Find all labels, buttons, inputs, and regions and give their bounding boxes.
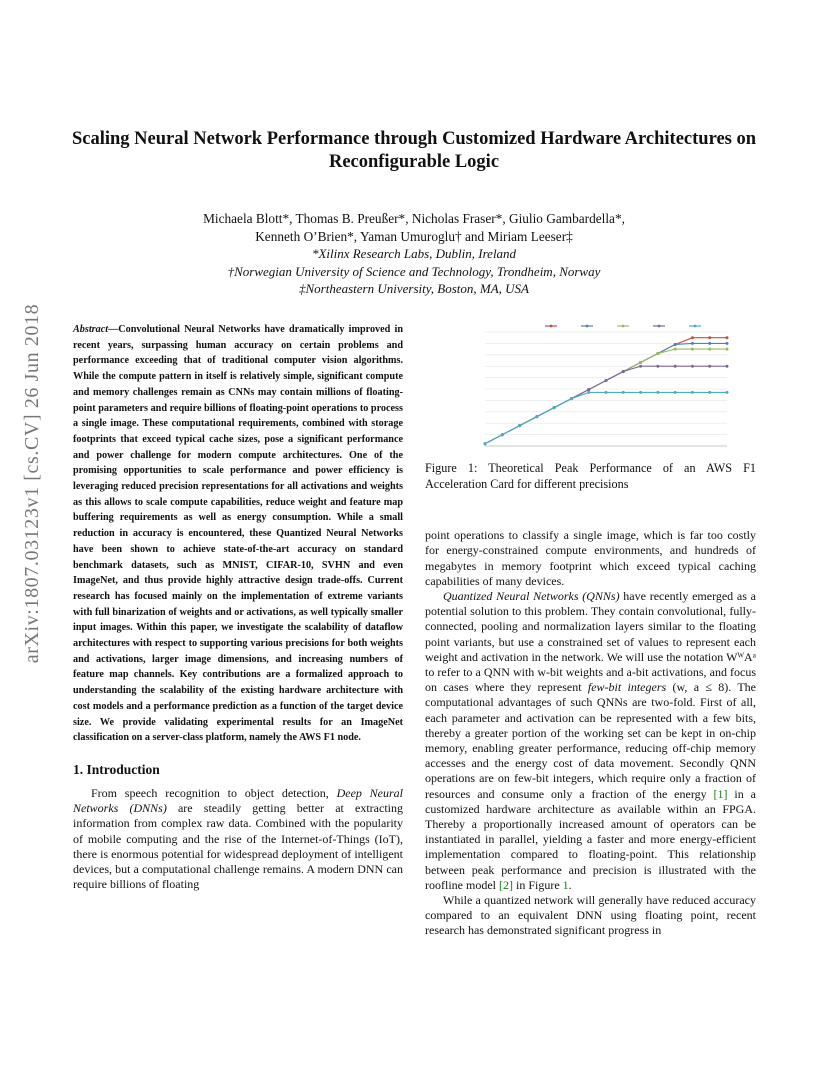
- data-point: [726, 391, 729, 394]
- data-point: [691, 348, 694, 351]
- data-point: [484, 442, 487, 445]
- data-point: [656, 365, 659, 368]
- abstract: [73, 322, 403, 746]
- term-few-bit: few-bit integers: [587, 680, 667, 695]
- intro-text-a: From speech recognition to object detection,: [91, 785, 337, 800]
- data-point: [726, 348, 729, 351]
- data-point: [691, 342, 694, 345]
- data-point: [639, 391, 642, 394]
- data-point: [605, 379, 608, 382]
- right-body-text: [425, 528, 756, 938]
- intro-paragraph: [73, 786, 403, 892]
- data-point: [656, 391, 659, 394]
- legend-marker: [622, 325, 625, 328]
- figure-1: [445, 318, 735, 453]
- legend-marker: [550, 325, 553, 328]
- data-point: [691, 391, 694, 394]
- data-point: [674, 343, 677, 346]
- series-line: [485, 349, 727, 444]
- section-heading-introduction: 1. Introduction: [73, 761, 160, 777]
- legend-marker: [658, 325, 661, 328]
- data-point: [674, 365, 677, 368]
- author-block: [100, 210, 728, 298]
- data-point: [639, 365, 642, 368]
- arxiv-id-text: arXiv:1807.03123v1 [cs.CV] 26 Jun 2018: [21, 303, 44, 664]
- data-point: [674, 391, 677, 394]
- data-point: [605, 391, 608, 394]
- data-point: [726, 336, 729, 339]
- qnn-text-d: in Figure: [512, 877, 563, 892]
- data-point: [726, 342, 729, 345]
- data-point: [553, 406, 556, 409]
- citation-1[interactable]: [1]: [713, 786, 728, 801]
- right-column: [425, 318, 756, 939]
- data-point: [570, 397, 573, 400]
- author-line-1: Michaela Blott*, Thomas B. Preußer*, Nicholas Fraser*, Giulio Gambardella*,: [203, 211, 625, 226]
- term-qnn: Quantized Neural Networks (QNNs): [443, 589, 620, 603]
- data-point: [708, 342, 711, 345]
- data-point: [726, 365, 729, 368]
- data-point: [708, 336, 711, 339]
- data-point: [518, 424, 521, 427]
- data-point: [535, 415, 538, 418]
- legend-marker: [694, 325, 697, 328]
- paragraph-accuracy: While a quantized network will generally have reduced accuracy compared to an equivalent DNN using floating point, recent research has demonstrated significant progress in: [425, 893, 756, 938]
- paper-title: Scaling Neural Network Performance through Customized Hardware Architectures on Reconfigurable Logic: [71, 129, 757, 172]
- data-point: [639, 361, 642, 364]
- intro-term-dnn: Deep Neural Networks (DNNs): [73, 785, 404, 816]
- left-column: [73, 322, 403, 892]
- data-point: [587, 388, 590, 391]
- affiliation-2: †Norwegian University of Science and Technology, Trondheim, Norway: [227, 263, 601, 279]
- legend-marker: [586, 325, 589, 328]
- data-point: [708, 348, 711, 351]
- data-point: [691, 336, 694, 339]
- qnn-text-a: have recently emerged as a potential solution to this problem. They contain convolutional, fully-connected, pooling and normalization layers similar to the floating point variants, but use a constrained set of values to represent each weight and activation in the network. We will use the notation WᵂAᵃ to refer to a QNN with w-bit weights and a-bit activations, and focus on cases where they represent: [425, 589, 756, 695]
- abstract-lead: Abstract: [73, 324, 109, 335]
- figure-ref-1[interactable]: 1: [562, 877, 569, 892]
- data-point: [622, 370, 625, 373]
- paragraph-qnn: [425, 589, 756, 893]
- affiliation-3: ‡Northeastern University, Boston, MA, USA: [298, 281, 529, 296]
- series-line: [485, 338, 727, 444]
- intro-text-b: are steadily getting better at extracting information from complex raw data. Combined with the popularity of mobile computing and the rise of the Internet-of-Things (IoT), there is enormous potential for widespread deployment of intelligent devices, but a computational challenge remains. A modern DNN can require billions of floating: [73, 801, 403, 892]
- figure-caption: Figure 1: Theoretical Peak Performance of an AWS F1 Acceleration Card for different precisions: [425, 461, 756, 491]
- data-point: [691, 365, 694, 368]
- data-point: [708, 391, 711, 394]
- qnn-text-c: in a customized hardware architecture as available within an FPGA. Thereby a proportionally increased amount of operators can be instantiated in parallel, yielding a faster and more energy-efficient implementation compared to floating-point. This relationship between peak performance and precision is illustrated with the roofline model: [425, 786, 756, 892]
- arxiv-identifier: [18, 286, 48, 681]
- affiliation-1: *Xilinx Research Labs, Dublin, Ireland: [311, 246, 517, 261]
- data-point: [708, 365, 711, 368]
- roofline-chart: [445, 318, 735, 453]
- data-point: [656, 352, 659, 355]
- author-line-2: Kenneth O’Brien*, Yaman Umuroglu† and Miriam Leeser‡: [255, 228, 573, 244]
- abstract-text: —Convolutional Neural Networks have dramatically improved in recent years, surpassing human accuracy on certain problems and performance exceeding that of traditional computer vision algorithms. While the compute pattern in itself is relatively simple, significant compute and memory challenges remain as CNNs may contain millions of floating-point parameters and require billions of floating-point operations to process a single image. These computational requirements, combined with storage footprints that exceed typical cache sizes, pose a significant performance and power challenge for modern compute architectures. One of the promising opportunities to scale performance and power efficiency is leveraging reduced precision representations for all activations and weights as this allows to scale compute capabilities, reduce weight and feature map buffering requirements as well as energy consumption. While a small reduction in accuracy is encountered, these Quantized Neural Networks have been shown to achieve state-of-the-art accuracy on standard benchmark datasets, such as MNIST, CIFAR-10, SVHN and even ImageNet, and thus provide highly attractive design trade-offs. Current research has focused mainly on the implementation of extreme variants with full binarization of weights and or activations, as well typically smaller input images. Within this paper, we investigate the scalability of dataflow architectures with respect to supporting various precisions for both weights and activations, larger image dimensions, and increasing numbers of feature map channels. Key contributions are a formalized approach to understanding the scalability of the existing hardware architecture with cost models and a performance prediction as a function of the target device size. We provide validating experimental results for an ImageNet classification on a server-class platform, namely the AWS F1 node.: [73, 324, 403, 744]
- citation-2[interactable]: [2]: [498, 877, 513, 892]
- paragraph-continued: point operations to classify a single image, which is far too costly for energy-constrained compute environments, and hundreds of megabytes in memory footprint which exceed typical caching capabilities of many devices.: [425, 528, 756, 588]
- data-point: [674, 348, 677, 351]
- data-point: [587, 391, 590, 394]
- qnn-text-e: .: [568, 877, 572, 892]
- qnn-text-b: (w, a ≤ 8). The computational advantages of such QNNs are two-fold. First of all, each parameter and activation can be represented with a few bits, thereby a greater portion of the working set can be kept in on-chip memory, enabling greater performance, reducing off-chip memory accesses and the energy cost of data movement. Secondly QNN operations are on few-bit integers, which require only a fraction of resources and consume only a fraction of the energy: [425, 680, 756, 801]
- data-point: [622, 391, 625, 394]
- data-point: [501, 433, 504, 436]
